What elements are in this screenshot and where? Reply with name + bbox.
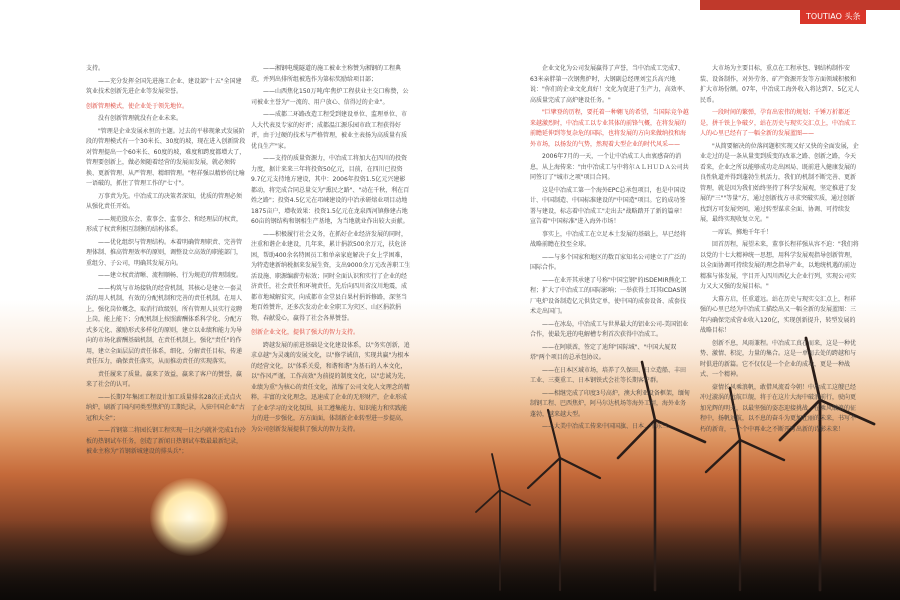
text-column-3: [530, 64, 690, 435]
paragraph: 没有创新管理就没有企业未来。: [98, 115, 183, 122]
paragraph: ——与多个国家和地区的数百家知名公司建立了广泛的国际合作。: [530, 253, 687, 271]
paragraph: 大市场为主要目标，重点在工程承包、钢结构制作安装、设备制作，对外劳务、矿产资源开发等方面领域积极和扩大市场份额。07年，中冶成工海外收入将达到7、5亿元人民币。: [700, 65, 860, 104]
paragraph: ——在阿联酋，签定了迪拜"国际城"、"中国大厦双塔"两个项目的总承包协议。: [530, 343, 677, 361]
subheading: 创新管理模式，使企业处于领先地位。: [86, 102, 189, 110]
pull-quote: "巨擘登的历程，要托着一种翱飞的希望，当国际竞争越来越激烈时，中冶成工以专业其体的前锋气概，在将发展的前瞻延伸到等复杂危的国际，也将发展的方向来做纳投和海外市场，以扬发的气势，然现着大型企业的时代风采——: [530, 109, 689, 148]
text-column-4: [700, 64, 860, 437]
wind-turbine: [528, 410, 600, 590]
paragraph: 支持。: [86, 65, 105, 72]
paragraph: 一席话，掷地千年千！: [712, 228, 773, 236]
paragraph: ——在冰岛，中冶成工与世界最大的铝业公司-美国铝业合作，使最先进的电解槽专利首次获得中冶成工。: [530, 320, 689, 338]
subheading: 创新企业文化，提供了强大的智力支持。: [251, 329, 360, 336]
paragraph: 万事责为先。中冶成工的决策者深知，优质的管理必须从强化责任开始。: [86, 192, 243, 210]
paragraph: 事实上，中冶成工在立足本土发展的基础上，早已经将战略前瞻在投至全球。: [530, 230, 687, 248]
paragraph: ——相继完成了印度3号高炉，澳大利亚设备框架，缅甸制钢工程、巴西焦炉，阿马尔达机场等海外工程，海外业务蓬勃，越来越大型。: [530, 389, 690, 418]
text-column-2: [251, 64, 411, 437]
paragraph: ——在日本区域市场，培养了久保田、日立造船、丰田工业、三菱重工、日本钢铁式会社等长期客户群。: [530, 366, 687, 384]
paragraph: ——优化组织与管理结构。本着明确管理职责、完善管理体制、推高管理效率的原则，调整设立高效的职能部门，重组分、子公司，明确其发展方向。: [86, 238, 243, 267]
paragraph: ——支持的质量资源力，中冶成工将加大在四川的投资力度，据计来来三年将投资50亿元，目前，在四川已投资9.7亿元支持地方建设，其中：2006年投资1.5亿元兴建影都动，将完成合同总量交为"熏民之路"、"动在千秋，利在百姓之路"；投资4.5亿元在邛崃建设的中冶承研熔业项目动地1875亩户，增收效果：投资1.5亿元在龙泉西河镇修建占地60亩的钢结构和钢相生产基地，为当地就业作出较大贡献。: [251, 155, 410, 225]
paragraph: ——大美中冶成工传来中国国旗、日本、中东三: [542, 423, 669, 430]
paragraph: ——规范股东会、董事会、监事会、和经理层的权责，形成了权责利相互制衡的结构体系。: [86, 215, 243, 233]
paragraph: "管理是企业发展永恒的主题。过去的平移现象式发展阶段的管理模式有一个30米长、30度的坡，现在进入创新阶段对管理提出一个60米长、60度的坡，难度和跨度都增大了，管理要创新上，做必须随着经营的发展而发展，就必须转换、更新管理、从严管理、精细管理。"程祥强以精妙的比喻一语破的，抓住了管理工作的"七寸"。: [86, 127, 246, 187]
paragraph: ——首钢第二将园长钢工程实现一日之内就补完成1台冷板的热钢试车任务，创造了新闻日热钢试车数最最新纪录，被业主称为"首钢新城建设的排头兵"；: [86, 427, 246, 455]
paragraph: ——积极履行社会义务，在抓好企业经济发展的同时，注重和谐企业建设，几年来，累计捐款500余万元，扶危济困，帮助400余名特困员工和单亲家庭解决子女上学困难，为特造建新纳税据来发展生资，支出9000余万元改善职工生活设施、职源编薪劳标效；同时全面认识和实行了企业的经济责任，社会责任和环境责任，先后向四川省汶川地震，成都市地城解贫灾，向成都市金堂县白果村捐诉修路，深坚当地百姓赞许，还多次发动企业全职工为灾区、山区捐款捐物，春献爱心，赢得了社会各界赞誉。: [251, 230, 411, 322]
paragraph: ——在业开其承建了号称"中国宝钢"的ISDEMIR熊化工程；扩大了中冶成工的国际影响；一举获得土耳其ICDAS钢厂电炉设备制造亿元供货定单，使中国的成套设备、成套技术走出国门。: [530, 276, 687, 315]
paragraph: ——成都二环路改造工程受到建设单位、监理单位、市人大代表及专家的好评；成都温江源乐园市政工程获得好评，由于过硬的技术与严格管理，被业主表扬为高质量有质优良生产"家。: [251, 111, 408, 150]
section-label: TOUTIAO 头条: [800, 10, 866, 24]
paragraph: 这是中冶成工第一个海外EPC总承包项目，也是中国设计、中国制造、中国标准建设的"中国造"项目。它的成功签署与建设，标志着中冶成工"走出去"战略踏开了新的篇章！宣告着"中国标准"进入海外市场！: [530, 186, 686, 225]
paragraph: "从简要解决的位落问题积实现又好又快的全面发展，企业走过的是一条从量变到质变的改革之路、创新之路，今天看来，企业之所以能够成功走出困局、既前进入健康发展的良性轨道并得到蓬勃生机活力，我们的机制不断完善、更新管理，就是因为我们始终坚持了科学发展观，坚定推进了发展的"三""等量"方，通过创新找方寻求突破实质，通过创新找到方可发展突问，通过转型谋求全面、协调、可持续发展，最终实现收复立光。": [700, 142, 859, 223]
paragraph: ——山西焦化150万吨/年焦炉工程获业主交口称赞，公司被业主誉为"一流的、用户放心、信得过的企业"。: [251, 88, 409, 106]
paragraph: 豪情长风乘浪帆，敢借风流看今朝！中冶成工这艘已经冲过漩涡的远航巨舰，将于在这片大海中破浪前行，驶向更加光辉的明天，以最坚强的姿态迎接挑战，在乘风破浪的征程中，扬帆远航，以不息的奋斗为更加壮丽的未来，书写不朽的新奇，一个个中再业之不断开写出新的诗影未来！: [700, 383, 857, 433]
paragraph: ——建立权责清晰、流程顺畅、行为规范的管理制度。: [98, 272, 243, 279]
paragraph: 2006年7月的一天，一个让中冶成工人由衷感奋的消息，从上海传来："由中冶成工与中将尔ＡＬＨＵＤＡ公司共同签订了"城市之项"项目合同。: [530, 153, 689, 181]
paragraph: 大幕方启，任重道远。站在历史与现实交汇点上，程祥强的心里已经为中冶成工描绘出又一幅全新的发展蓝图：三年内确保完成营业收入120亿，实现创新提升，转型发展的战略目标！: [700, 295, 857, 334]
paragraph: 创新不息，风雨兼程。中冶成工真在而来，这是一种优势、激情、积淀，力量的集合。这是一单而去处的跨越和与时俱进的新篇。它不仅仅是一个企业的成功，更是一种战式、一个精神。: [700, 339, 857, 378]
paragraph: 责任履来了质量。赢来了效益，赢来了客户的赞誉，赢来了社会的认可。: [86, 370, 243, 388]
paragraph: ——长期7年集团工程设计加工质量排名28次正式点火纳炉，刷新了国内同类型焦炉的工期纪录，入驻中国企业"古冠和大全"；: [86, 393, 245, 422]
paragraph: 跨越发展的前进基础是文化建设体系，以"务实创新，追求卓越"为灵魂的发展文化，以"修学诚信，实现共赢"为根本的经营文化，以"体系关爱，和谐和谐"为基石的人本文化，以"作风严谨，工作高效"为前提的制度文化，以"忠诚为先，业绩为重"为核心的责任文化，浓缩了公司文化人文理念的精粹，丰富的文化理念，迅速成了企业的无形财产，企业形成了企业学习的文化氛围，员工遵集能力、知识能力和实践能力的进一步强化，方方面面，体制新企业转型进一步提高，为公司创新发展提供了强大的智力支持。: [251, 341, 410, 433]
paragraph: 回首历程，展望未来，董事长程祥强从容不迫："我们将以党的十七大精神统一思想，用科学发展观指导创新管理，以全面协调可持续发展的理念指导产业，以地统机遇的前边精准与体发展，宇目开入四川西亿大企业行列，实现公司实力又大又强的发展目标。": [700, 241, 859, 290]
paragraph: ——构筑与市场接轨的经营机制，其核心是建立一套灵活的用人机制，有效的分配机制和完善的责任机制。在用人上，强化岗位概念，取消行政级别，所有管理人员实行竞聘上岗，能上能下；分配机制上按照薪酬体系科学化、分配方式多元化、激励形式多样化的原则，建立以业绩和能力为导向的市场化薪酬基础机制，在责任机制上，强化"责任"的作用，建立全面层层的责任体系，细化、分解责任目标，传递责任压力，确保责任落实，从而推动责任的实现落实。: [86, 284, 243, 365]
wind-turbine: [476, 454, 530, 590]
pull-quote: 一段时间的繁弹，孕育出宏伟的规划；千锤万折都还是，拼千铁上争破夕，站在历史与现实交汇点上，中冶成工人的心里已经有了一幅全新的发展蓝图——: [700, 109, 857, 137]
paragraph: ——充分发挥全国先进施工企业、建设部"十五"全国建筑业技术创新先进企业等发展荣誉。: [86, 77, 242, 95]
paragraph: ——湘钢电缆隧道的施工被业主称赞为湘钢的工程典范，并列出排所组被选作为第标奖励给项目部；: [251, 65, 402, 83]
paragraph: 企业文化为公司发展赢得了声誉，当中冶成工完成7、63米亲胖第一次钢焦炉时，大钢副总经理刘宝兵高兴地说："你们的企业文化真好！文化为促进了生产力，高效率、高质量完成了高炉建设任务。": [530, 65, 689, 104]
text-column-1: [86, 64, 246, 460]
header-accent-band: [700, 0, 900, 10]
